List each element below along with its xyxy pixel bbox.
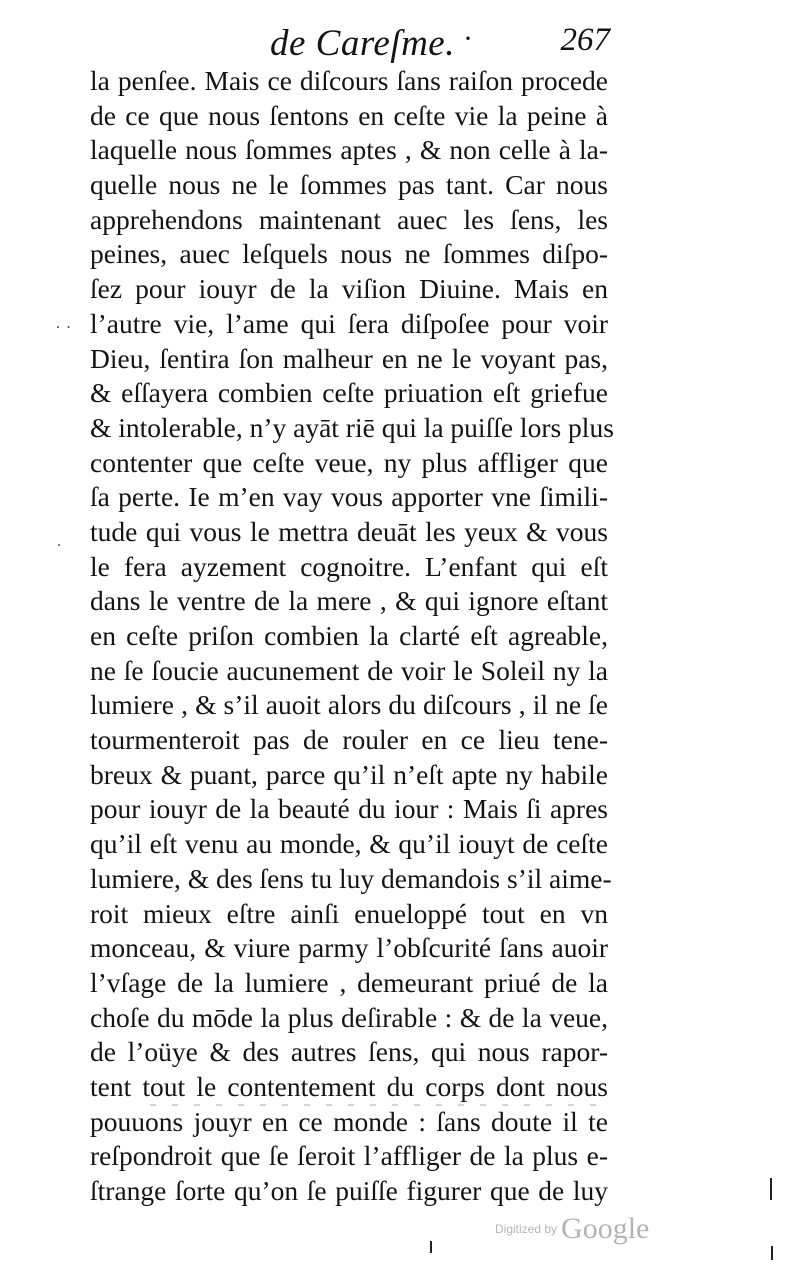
text-line: tourmenteroit pas de rouler en ce lieu tene- [90,724,608,756]
faint-show-through [150,1104,600,1106]
text-line: peines, auec leſquels nous ne ſommes diſpo- [90,238,608,270]
text-line: monceau, & viure parmy l’obſcurité ſans auoir [90,932,608,964]
scan-edge-mark [430,1241,432,1253]
running-head [270,22,610,66]
text-line: lumiere , & s’il auoit alors du diſcours , il ne ſe [90,689,608,721]
text-line: choſe du mōde la plus deſirable : & de la veue, [90,1001,608,1033]
text-line: pouuons jouyr en ce monde : ſans doute il te [90,1105,608,1137]
text-line: roit mieux eſtre ainſi enueloppé tout en vn [90,897,608,929]
margin-mark: ˙ ˙ [55,322,72,342]
scan-edge-mark [771,1246,773,1260]
text-line: apprehendons maintenant auec les ſens, les [90,203,608,235]
text-line: breux & puant, parce qu’il n’eſt apte ny habile [90,758,608,790]
watermark-prefix: Digitized by [495,1222,558,1236]
text-line: la penſee. Mais ce diſcours ſans raiſon procede [90,65,608,96]
text-line: en ceſte priſon combien la clarté eſt agreable, [90,620,608,651]
text-line: quelle nous ne le ſommes pas tant. Car nous [90,169,608,201]
text-line: pour iouyr de la beauté du iour : Mais ſi apres [90,793,608,825]
digitization-watermark [495,1212,649,1246]
page-number: 267 [560,22,610,58]
text-line: laquelle nous ſommes aptes , & non celle à la- [90,134,608,166]
text-line: ne ſe ſoucie aucunement de voir le Soleil ny la [90,654,608,686]
text-line: tent tout le contentement du corps dont nous [90,1070,608,1102]
text-line: dans le ventre de la mere , & qui ignore eſtant [90,585,608,617]
text-line: & intolerable, n’y ayāt riē qui la puiſſe lors plus [90,411,614,443]
text-line: lumiere, & des ſens tu luy demandois s’il aime- [90,862,612,894]
text-line: qu’il eſt venu au monde, & qu’il iouyt de ceſte [90,828,608,860]
running-title: de Careſme. [270,23,455,64]
text-line: de l’oüye & des autres ſens, qui nous rapor- [90,1036,608,1068]
body-text [90,64,614,1209]
margin-mark: ˙ [56,540,62,560]
text-line: l’autre vie, l’ame qui ſera diſpoſee pour voir [90,307,608,339]
text-line: reſpondroit que ſe ſeroit l’affliger de la plus e- [90,1140,608,1172]
text-line: & eſſayera combien ceſte priuation eſt griefue [90,377,608,409]
running-head-separator: · [463,22,473,55]
text-line: ſa perte. Ie m’en vay vous apporter vne ſimili- [90,481,608,513]
text-line: de ce que nous ſentons en ceſte vie la peine à [90,99,608,131]
text-line: contenter que ceſte veue, ny plus affliger que [90,446,608,478]
text-line: l’vſage de la lumiere , demeurant priué de la [90,966,608,998]
text-line: tude qui vous le mettra deuāt les yeux & vous [90,515,608,547]
text-line: ſez pour iouyr de la viſion Diuine. Mais en [90,273,608,305]
scan-edge-mark [770,1178,772,1200]
text-line: le fera ayzement cognoitre. L’enfant qui eſt [90,550,608,582]
text-line: ſtrange ſorte qu’on ſe puiſſe figurer que de luy [90,1175,608,1206]
text-line: Dieu, ſentira ſon malheur en ne le voyant pas, [90,342,608,374]
google-logo: Google [561,1212,650,1245]
